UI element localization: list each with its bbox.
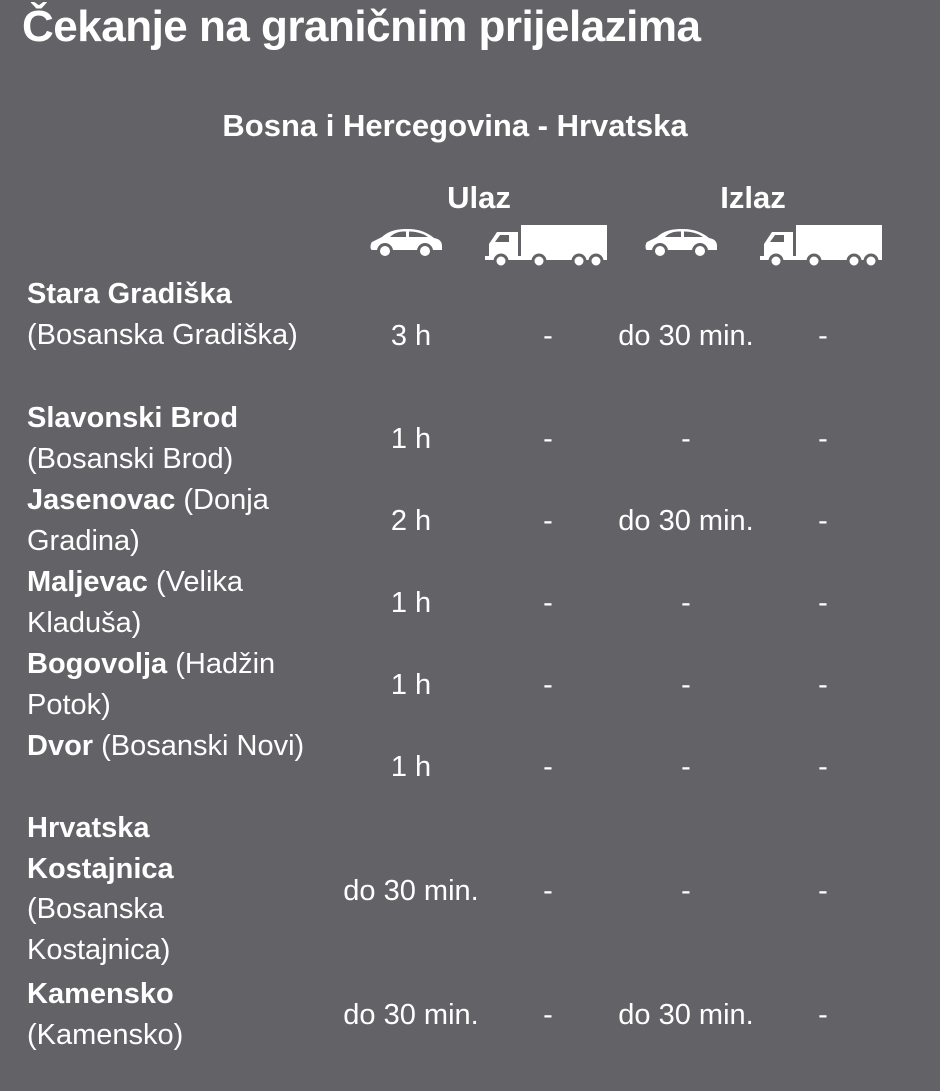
- entry-car-wait: 1 h: [390, 751, 432, 783]
- exit-truck-wait: -: [818, 751, 828, 783]
- car-icon: [368, 222, 444, 262]
- exit-truck-wait: -: [818, 320, 828, 352]
- crossing-name-alt: (Kamensko): [27, 1018, 184, 1051]
- crossing-name-main: Hrvatska Kostajnica: [27, 812, 174, 885]
- crossing-name-main: Kamensko: [27, 978, 174, 1010]
- page-subtitle: Bosna i Hercegovina - Hrvatska: [222, 108, 688, 143]
- crossing-name-alt: (Bosanski Brod): [27, 442, 234, 475]
- truck-icon: [483, 222, 609, 270]
- crossing-name-alt: (Hadžin Potok): [27, 648, 276, 721]
- page-title: Čekanje na graničnim prijelazima: [22, 2, 701, 51]
- entry-car-wait: 2 h: [390, 505, 432, 537]
- exit-truck-wait: -: [818, 875, 828, 907]
- exit-car-wait: -: [681, 751, 691, 783]
- crossing-name-alt: (Donja Gradina): [27, 484, 269, 557]
- entry-truck-wait: -: [543, 999, 553, 1031]
- crossing-name-main: Dvor: [27, 730, 94, 762]
- crossing-name-main: Bogovolja: [27, 648, 168, 680]
- car-icon: [643, 222, 719, 262]
- crossing-name-main: Jasenovac: [27, 484, 176, 516]
- crossing-name-alt: (Bosanski Novi): [101, 730, 305, 762]
- crossing-name-main: Maljevac: [27, 566, 148, 598]
- entry-truck-wait: -: [543, 669, 553, 701]
- exit-truck-wait: -: [818, 587, 828, 619]
- exit-truck-wait: -: [818, 999, 828, 1031]
- exit-truck-wait: -: [818, 669, 828, 701]
- entry-car-wait: 1 h: [390, 423, 432, 455]
- exit-car-wait: do 30 min.: [618, 320, 754, 352]
- entry-truck-wait: -: [543, 587, 553, 619]
- exit-car-wait: -: [681, 669, 691, 701]
- exit-truck-wait: -: [818, 423, 828, 455]
- crossing-name-main: Stara Gradiška: [27, 278, 232, 310]
- crossing-name: [27, 726, 347, 767]
- crossing-name: [27, 480, 347, 561]
- exit-car-wait: -: [681, 587, 691, 619]
- crossing-name: [27, 808, 257, 970]
- crossing-name: [27, 562, 347, 643]
- entry-car-wait: do 30 min.: [343, 875, 479, 907]
- entry-car-wait: 1 h: [390, 587, 432, 619]
- crossing-name-alt: (Velika Kladuša): [27, 566, 244, 639]
- crossing-name: [27, 644, 347, 725]
- crossing-name-alt: (Bosanska Kostajnica): [27, 893, 171, 966]
- exit-car-wait: -: [681, 423, 691, 455]
- entry-truck-wait: -: [543, 505, 553, 537]
- entry-truck-wait: -: [543, 751, 553, 783]
- entry-truck-wait: -: [543, 423, 553, 455]
- exit-car-wait: do 30 min.: [618, 999, 754, 1031]
- exit-car-wait: -: [681, 875, 691, 907]
- crossing-name: [27, 398, 347, 479]
- entry-truck-wait: -: [543, 320, 553, 352]
- entry-car-wait: 3 h: [390, 320, 432, 352]
- exit-header: Izlaz: [720, 180, 786, 215]
- crossing-name: [27, 974, 257, 1055]
- entry-header: Ulaz: [447, 180, 511, 215]
- exit-truck-wait: -: [818, 505, 828, 537]
- entry-car-wait: do 30 min.: [343, 999, 479, 1031]
- crossing-name-main: Slavonski Brod: [27, 402, 239, 434]
- entry-car-wait: 1 h: [390, 669, 432, 701]
- crossing-name: [27, 274, 347, 355]
- exit-car-wait: do 30 min.: [618, 505, 754, 537]
- entry-truck-wait: -: [543, 875, 553, 907]
- crossing-name-alt: (Bosanska Gradiška): [27, 318, 298, 351]
- truck-icon: [758, 222, 884, 270]
